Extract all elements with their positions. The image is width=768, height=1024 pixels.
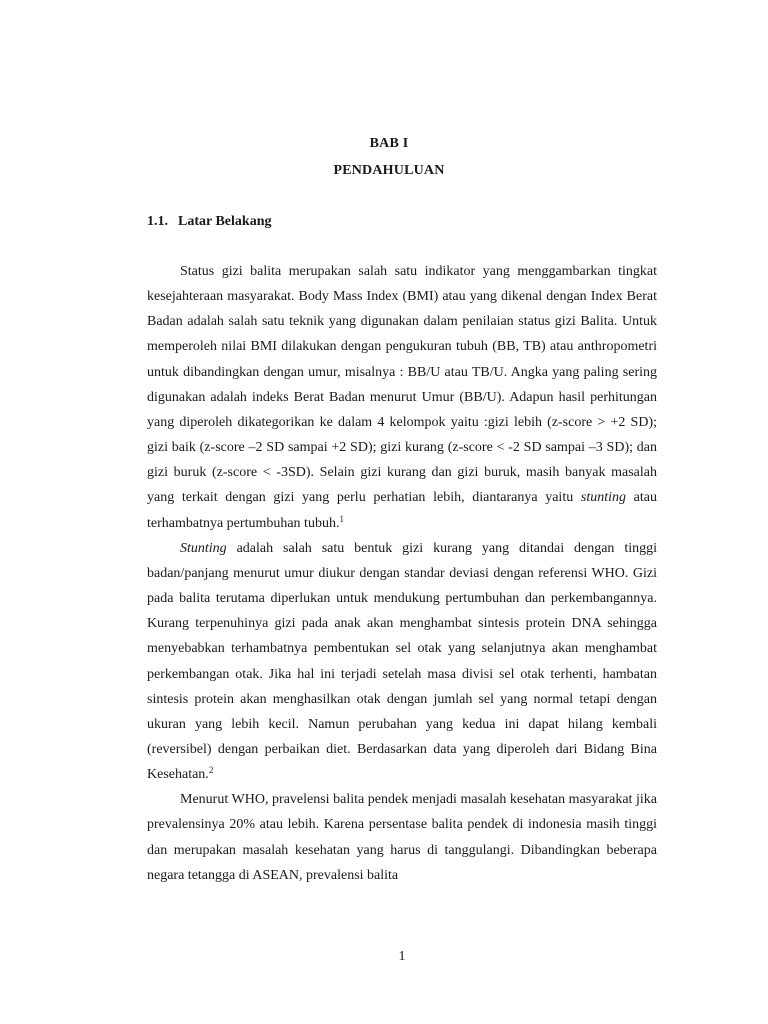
paragraph-1-text: Status gizi balita merupakan salah satu indikator yang menggambarkan tingkat kesejahteraan masyarakat. Body Mass Index (BMI) atau yang dikenal dengan Index Berat Badan adalah salah satu teknik yang digunakan dalam penilaian status gizi Balita. Untuk memperoleh nilai BMI dilakukan dengan pengukuran tubuh (BB, TB) atau anthropometri untuk dibandingkan dengan umur, misalnya : BB/U atau TB/U. Angka yang paling sering digunakan adalah indeks Berat Badan menurut Umur (BB/U). Adapun hasil perhitungan yang diperoleh dikategorikan ke dalam 4 kelompok yaitu :gizi lebih (z-score > +2 SD); gizi baik (z-score –2 SD sampai +2 SD); gizi kurang (z-score < -2 SD sampai –3 SD); dan gizi buruk (z-score < -3SD). Selain gizi kurang dan gizi buruk, masih banyak masalah yang terkait dengan gizi yang perlu perhatian lebih, diantaranya yaitu	[147, 264, 657, 506]
page-number: 1	[398, 949, 406, 964]
body-text	[147, 259, 657, 888]
section-number: 1.1.	[147, 214, 168, 229]
paragraph-1-text-end: atau terhambatnya pertumbuhan tubuh.	[147, 490, 657, 531]
paragraph-1	[147, 259, 657, 536]
section-title: Latar Belakang	[178, 214, 272, 229]
footnote-ref: 2	[208, 765, 214, 776]
chapter-title: PENDAHULUAN	[333, 163, 445, 178]
italic-term-stunting: stunting	[580, 490, 626, 506]
italic-term-stunting: Stunting	[180, 540, 227, 556]
chapter-heading: BAB I	[369, 136, 409, 151]
footnote-ref: 1	[339, 513, 344, 524]
section-heading	[147, 214, 271, 230]
paragraph-2	[147, 536, 657, 788]
paragraph-2-text: adalah salah satu bentuk gizi kurang yang ditandai dengan tinggi badan/panjang menurut umur diukur dengan standar deviasi dengan referensi WHO. Gizi pada balita terutama diperlukan untuk mendukung pertumbuhan dan perkembangannya. Kurang terpenuhinya gizi pada anak akan menghambat sintesis protein DNA sehingga menyebabkan terhambatnya pembentukan sel otak yang selanjutnya akan menghambat perkembangan otak. Jika hal ini terjadi setelah masa divisi sel otak terhenti, hambatan sintesis protein akan menghasilkan otak dengan jumlah sel yang normal tetapi dengan ukuran yang lebih kecil. Namun perubahan yang kedua ini dapat hilang kembali (reversibel) dengan perbaikan diet. Berdasarkan data yang diperoleh dari Bidang Bina Kesehatan.	[147, 540, 657, 783]
paragraph-3-text: Menurut WHO, pravelensi balita pendek menjadi masalah kesehatan masyarakat jika prevalensinya 20% atau lebih. Karena persentase balita pendek di indonesia masih tinggi dan merupakan masalah kesehatan yang harus di tanggulangi. Dibandingkan beberapa negara tetangga di ASEAN, prevalensi balita	[147, 792, 657, 883]
paragraph-3	[147, 787, 657, 888]
